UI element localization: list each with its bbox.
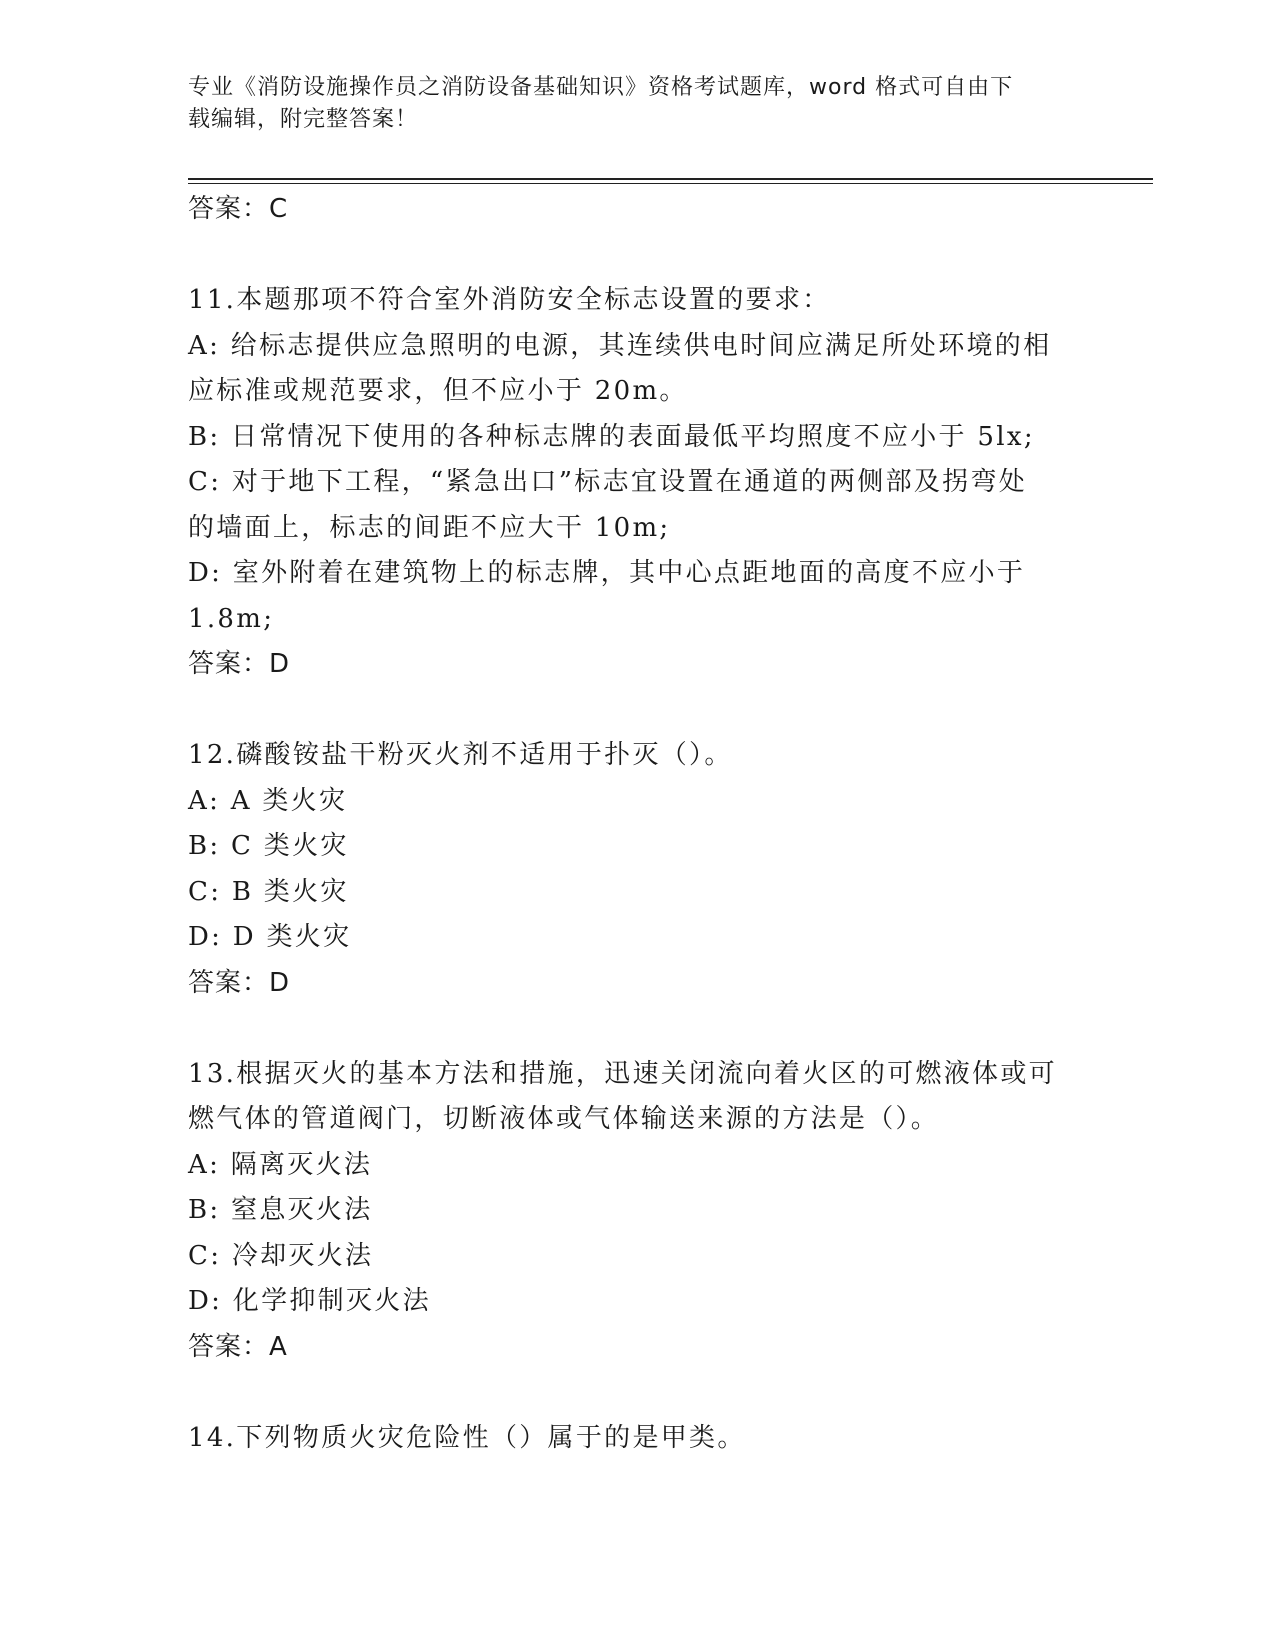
document-header <box>188 72 1088 136</box>
question-12-option-d: D: D 类火灾 <box>188 922 352 952</box>
question-11-stem: 11.本题那项不符合室外消防安全标志设置的要求： <box>188 285 831 315</box>
question-11-option-c-line-2: 的墙面上，标志的间距不应大干 10m; <box>188 512 671 543</box>
question-14-stem: 14.下列物质火灾危险性（）属于的是甲类。 <box>188 1422 746 1453</box>
question-13-option-a: A: 隔离灭火法 <box>188 1149 373 1180</box>
question-11-option-b: B: 日常情况下使用的各种标志牌的表面最低平均照度不应小于 5lx; <box>188 421 1035 452</box>
question-13-stem-line-2: 燃气体的管道阀门，切断液体或气体输送来源的方法是（）。 <box>188 1104 940 1134</box>
question-13-option-d: D: 化学抑制灭火法 <box>188 1286 431 1316</box>
answer-q11: 答案：D <box>188 649 291 679</box>
question-11-option-a-line-1: A: 给标志提供应急照明的电源，其连续供电时间应满足所处环境的相 <box>188 330 1052 361</box>
question-11-option-d-line-1: D: 室外附着在建筑物上的标志牌，其中心点距地面的高度不应小于 <box>188 558 1026 588</box>
question-12-option-a: A: A 类火灾 <box>188 785 348 816</box>
question-12-option-c: C: B 类火灾 <box>188 876 349 907</box>
spacer <box>188 1006 1088 1052</box>
question-13-option-b: B: 窒息灭火法 <box>188 1195 373 1225</box>
spacer <box>188 1370 1088 1416</box>
spacer <box>188 688 1088 734</box>
question-11-option-a-line-2: 应标准或规范要求，但不应小于 20m。 <box>188 376 688 406</box>
answer-q10: 答案：C <box>188 194 289 224</box>
question-list <box>188 187 1088 1461</box>
header-line-1: 专业《消防设施操作员之消防设备基础知识》资格考试题库，word 格式可自由下 <box>188 75 1014 100</box>
question-13-option-c: C: 冷却灭火法 <box>188 1240 374 1271</box>
question-14 <box>188 1416 1088 1462</box>
answer-q13: 答案：A <box>188 1331 288 1362</box>
question-11-option-c-line-1: C: 对于地下工程，“紧急出口”标志宜设置在通道的两侧部及拐弯处 <box>188 467 1028 497</box>
question-11-option-d-line-2: 1.8m; <box>188 603 275 634</box>
answer-q12: 答案：D <box>188 967 291 998</box>
question-13 <box>188 1052 1088 1371</box>
question-12-option-b: B: C 类火灾 <box>188 831 349 861</box>
header-rule-thick <box>188 178 1153 180</box>
question-12 <box>188 733 1088 1006</box>
header-rule-thin <box>188 183 1153 184</box>
question-13-stem-line-1: 13.根据灭火的基本方法和措施，迅速关闭流向着火区的可燃液体或可 <box>188 1058 1057 1089</box>
question-11 <box>188 278 1088 688</box>
spacer <box>188 233 1088 279</box>
question-12-stem: 12.磷酸铵盐干粉灭火剂不适用于扑灭（）。 <box>188 740 733 770</box>
header-line-2: 载编辑，附完整答案！ <box>188 107 419 132</box>
